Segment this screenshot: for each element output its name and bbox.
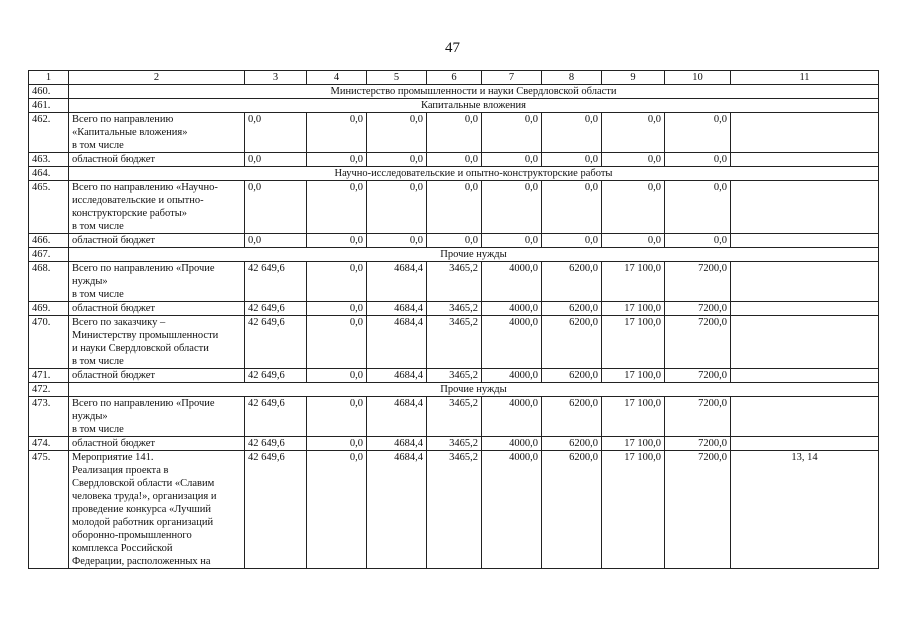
value-cell: 7200,0	[665, 451, 731, 569]
value-cell: 17 100,0	[602, 316, 665, 369]
table-row	[29, 262, 879, 302]
column-header-2: 2	[69, 71, 245, 85]
value-cell: 0,0	[427, 113, 482, 153]
description-line: в том числе	[72, 221, 124, 232]
value-cell: 6200,0	[542, 302, 602, 316]
table-header-row	[29, 71, 879, 85]
row-description	[69, 234, 245, 248]
value-cell: 6200,0	[542, 397, 602, 437]
row-number: 471.	[29, 369, 69, 383]
value-cell: 0,0	[245, 153, 307, 167]
section-title: Научно-исследовательские и опытно-конструкторские работы	[69, 167, 879, 181]
row-description	[69, 451, 245, 569]
value-cell: 7200,0	[665, 369, 731, 383]
table-row	[29, 234, 879, 248]
value-cell: 4684,4	[367, 316, 427, 369]
value-cell: 4684,4	[367, 302, 427, 316]
section-title: Прочие нужды	[69, 383, 879, 397]
value-cell: 0,0	[542, 234, 602, 248]
value-cell: 0,0	[307, 369, 367, 383]
row-description	[69, 302, 245, 316]
value-cell: 7200,0	[665, 437, 731, 451]
note-cell	[731, 113, 879, 153]
description-line: человека труда!», организация и	[72, 491, 217, 502]
value-cell: 0,0	[307, 153, 367, 167]
note-cell	[731, 262, 879, 302]
table-row	[29, 181, 879, 234]
value-cell: 0,0	[307, 316, 367, 369]
value-cell: 0,0	[307, 451, 367, 569]
value-cell: 0,0	[602, 234, 665, 248]
note-cell	[731, 437, 879, 451]
row-description	[69, 181, 245, 234]
description-line: Всего по направлению	[72, 114, 174, 125]
value-cell: 17 100,0	[602, 369, 665, 383]
value-cell: 7200,0	[665, 397, 731, 437]
row-description	[69, 397, 245, 437]
row-description	[69, 369, 245, 383]
value-cell: 0,0	[367, 113, 427, 153]
note-cell	[731, 302, 879, 316]
value-cell: 0,0	[482, 234, 542, 248]
row-number: 463.	[29, 153, 69, 167]
row-number: 468.	[29, 262, 69, 302]
value-cell: 3465,2	[427, 397, 482, 437]
value-cell: 0,0	[307, 181, 367, 234]
description-line: оборонно-промышленного	[72, 530, 192, 541]
description-line: Мероприятие 141.	[72, 452, 154, 463]
description-line: и науки Свердловской области	[72, 343, 209, 354]
row-number: 461.	[29, 99, 69, 113]
row-number: 474.	[29, 437, 69, 451]
value-cell: 0,0	[602, 153, 665, 167]
column-header-10: 10	[665, 71, 731, 85]
description-line: Реализация проекта в	[72, 465, 169, 476]
value-cell: 4000,0	[482, 451, 542, 569]
table-row	[29, 383, 879, 397]
value-cell: 4000,0	[482, 316, 542, 369]
row-description	[69, 262, 245, 302]
value-cell: 4684,4	[367, 451, 427, 569]
value-cell: 0,0	[427, 234, 482, 248]
row-number: 467.	[29, 248, 69, 262]
value-cell: 4684,4	[367, 437, 427, 451]
value-cell: 0,0	[665, 113, 731, 153]
description-line: в том числе	[72, 289, 124, 300]
description-line: Всего по направлению «Научно-	[72, 182, 218, 193]
row-description	[69, 437, 245, 451]
description-line: «Капитальные вложения»	[72, 127, 188, 138]
row-number: 460.	[29, 85, 69, 99]
value-cell: 3465,2	[427, 451, 482, 569]
description-line: Всего по направлению «Прочие	[72, 398, 215, 409]
value-cell: 0,0	[307, 113, 367, 153]
value-cell: 17 100,0	[602, 397, 665, 437]
description-line: областной бюджет	[72, 235, 155, 246]
row-number: 469.	[29, 302, 69, 316]
column-header-1: 1	[29, 71, 69, 85]
description-line: проведение конкурса «Лучший	[72, 504, 211, 515]
value-cell: 4684,4	[367, 262, 427, 302]
table-row	[29, 167, 879, 181]
value-cell: 42 649,6	[245, 397, 307, 437]
description-line: Федерации, расположенных на	[72, 556, 211, 567]
table-row	[29, 85, 879, 99]
description-line: областной бюджет	[72, 154, 155, 165]
page-number: 47	[445, 40, 460, 56]
value-cell: 0,0	[665, 234, 731, 248]
value-cell: 3465,2	[427, 302, 482, 316]
value-cell: 0,0	[307, 234, 367, 248]
description-line: Всего по направлению «Прочие	[72, 263, 215, 274]
value-cell: 0,0	[427, 181, 482, 234]
note-cell: 13, 14	[731, 451, 879, 569]
value-cell: 0,0	[245, 234, 307, 248]
table-row	[29, 397, 879, 437]
value-cell: 3465,2	[427, 437, 482, 451]
row-description	[69, 316, 245, 369]
column-header-6: 6	[427, 71, 482, 85]
value-cell: 6200,0	[542, 437, 602, 451]
value-cell: 0,0	[542, 181, 602, 234]
row-number: 473.	[29, 397, 69, 437]
value-cell: 0,0	[307, 397, 367, 437]
table-row	[29, 316, 879, 369]
table-row	[29, 248, 879, 262]
value-cell: 3465,2	[427, 262, 482, 302]
value-cell: 0,0	[482, 153, 542, 167]
budget-table-body	[29, 71, 879, 569]
value-cell: 17 100,0	[602, 451, 665, 569]
note-cell	[731, 369, 879, 383]
description-line: Свердловской области «Славим	[72, 478, 215, 489]
column-header-3: 3	[245, 71, 307, 85]
value-cell: 0,0	[542, 153, 602, 167]
column-header-11: 11	[731, 71, 879, 85]
row-description	[69, 153, 245, 167]
note-cell	[731, 397, 879, 437]
value-cell: 0,0	[542, 113, 602, 153]
description-line: Всего по заказчику –	[72, 317, 166, 328]
value-cell: 4684,4	[367, 369, 427, 383]
value-cell: 4000,0	[482, 369, 542, 383]
value-cell: 6200,0	[542, 451, 602, 569]
section-title: Прочие нужды	[69, 248, 879, 262]
section-title: Министерство промышленности и науки Свердловской области	[69, 85, 879, 99]
description-line: областной бюджет	[72, 303, 155, 314]
value-cell: 17 100,0	[602, 262, 665, 302]
value-cell: 0,0	[367, 234, 427, 248]
table-row	[29, 153, 879, 167]
description-line: Министерству промышленности	[72, 330, 219, 341]
note-cell	[731, 181, 879, 234]
section-title: Капитальные вложения	[69, 99, 879, 113]
note-cell	[731, 153, 879, 167]
column-header-4: 4	[307, 71, 367, 85]
row-number: 475.	[29, 451, 69, 569]
table-row	[29, 451, 879, 569]
note-cell	[731, 234, 879, 248]
description-line: в том числе	[72, 356, 124, 367]
value-cell: 42 649,6	[245, 369, 307, 383]
description-line: областной бюджет	[72, 370, 155, 381]
value-cell: 42 649,6	[245, 262, 307, 302]
table-row	[29, 113, 879, 153]
budget-table	[28, 70, 879, 569]
value-cell: 0,0	[307, 437, 367, 451]
value-cell: 42 649,6	[245, 451, 307, 569]
value-cell: 0,0	[367, 181, 427, 234]
value-cell: 3465,2	[427, 316, 482, 369]
value-cell: 0,0	[307, 262, 367, 302]
column-header-5: 5	[367, 71, 427, 85]
description-line: комплекса Российской	[72, 543, 173, 554]
description-line: конструкторские работы»	[72, 208, 188, 219]
description-line: в том числе	[72, 140, 124, 151]
value-cell: 6200,0	[542, 316, 602, 369]
value-cell: 7200,0	[665, 302, 731, 316]
description-line: исследовательские и опытно-	[72, 195, 204, 206]
value-cell: 7200,0	[665, 262, 731, 302]
row-number: 466.	[29, 234, 69, 248]
value-cell: 0,0	[307, 302, 367, 316]
table-row	[29, 437, 879, 451]
value-cell: 17 100,0	[602, 302, 665, 316]
value-cell: 0,0	[665, 181, 731, 234]
row-number: 464.	[29, 167, 69, 181]
description-line: нужды»	[72, 411, 108, 422]
table-row	[29, 369, 879, 383]
description-line: в том числе	[72, 424, 124, 435]
value-cell: 0,0	[245, 181, 307, 234]
value-cell: 4000,0	[482, 302, 542, 316]
column-header-7: 7	[482, 71, 542, 85]
table-row	[29, 302, 879, 316]
value-cell: 4000,0	[482, 437, 542, 451]
column-header-8: 8	[542, 71, 602, 85]
value-cell: 4684,4	[367, 397, 427, 437]
table-row	[29, 99, 879, 113]
description-line: областной бюджет	[72, 438, 155, 449]
value-cell: 42 649,6	[245, 302, 307, 316]
row-number: 462.	[29, 113, 69, 153]
value-cell: 0,0	[602, 113, 665, 153]
value-cell: 42 649,6	[245, 316, 307, 369]
value-cell: 4000,0	[482, 262, 542, 302]
value-cell: 6200,0	[542, 262, 602, 302]
row-number: 472.	[29, 383, 69, 397]
description-line: нужды»	[72, 276, 108, 287]
value-cell: 0,0	[245, 113, 307, 153]
row-number: 470.	[29, 316, 69, 369]
value-cell: 0,0	[665, 153, 731, 167]
value-cell: 3465,2	[427, 369, 482, 383]
value-cell: 7200,0	[665, 316, 731, 369]
value-cell: 42 649,6	[245, 437, 307, 451]
note-cell	[731, 316, 879, 369]
value-cell: 0,0	[482, 181, 542, 234]
value-cell: 0,0	[602, 181, 665, 234]
value-cell: 6200,0	[542, 369, 602, 383]
row-description	[69, 113, 245, 153]
value-cell: 0,0	[367, 153, 427, 167]
column-header-9: 9	[602, 71, 665, 85]
value-cell: 17 100,0	[602, 437, 665, 451]
value-cell: 4000,0	[482, 397, 542, 437]
row-number: 465.	[29, 181, 69, 234]
value-cell: 0,0	[427, 153, 482, 167]
value-cell: 0,0	[482, 113, 542, 153]
description-line: молодой работник организаций	[72, 517, 214, 528]
